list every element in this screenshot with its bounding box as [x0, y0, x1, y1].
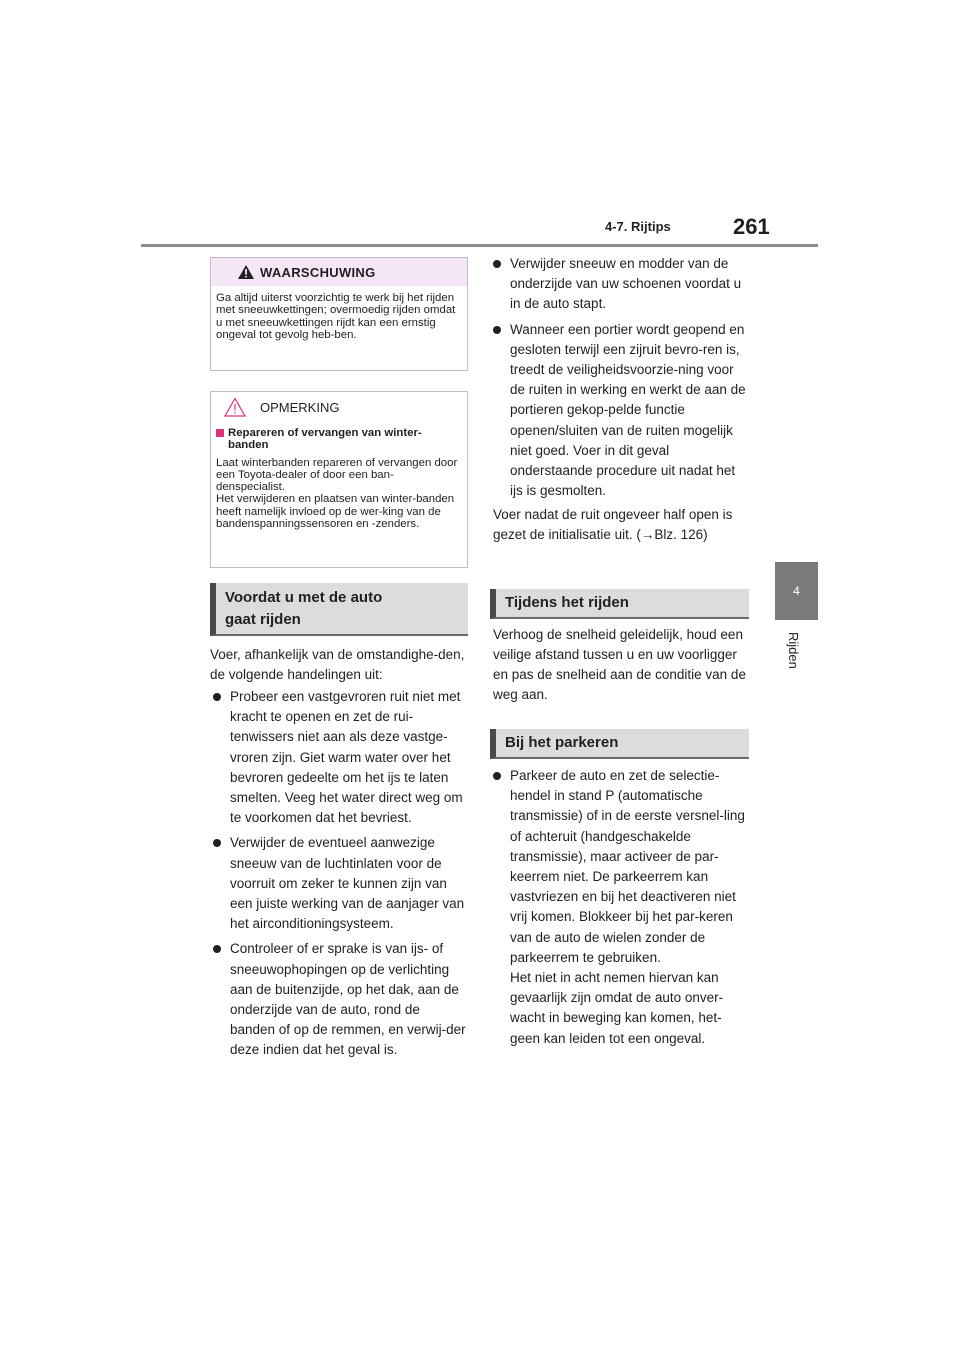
header-section: 4-7. Rijtips	[605, 219, 671, 234]
section-driving-title: Tijdens het rijden	[505, 594, 629, 611]
list-item: Controleer of er sprake is van ijs- of sneeuwophopingen op de verlichting aan de buitenzijde, op het dak, aan de onderzijde van de auto, rond de banden of op de remmen, en verwij-der deze indien dat het geval is.	[213, 939, 466, 1060]
square-bullet-icon	[216, 429, 224, 437]
note-line-2: Het verwijderen en plaatsen van winter-banden heeft namelijk invloed op de wer-king van de bandenspanningssensoren en -zenders.	[216, 493, 455, 531]
bullet-icon	[213, 945, 221, 953]
warning-title: WAARSCHUWING	[260, 265, 376, 280]
driving-text: Verhoog de snelheid geleidelijk, houd een veilige afstand tussen u en uw voorligger en pas de snelheid aan de conditie van de weg aan.	[493, 627, 746, 702]
parking-bullet-list	[493, 766, 749, 1049]
header-rule	[141, 244, 818, 247]
warning-text: Ga altijd uiterst voorzichtig te werk bij het rijden met sneeuwkettingen; overmoedig rijden omdat u met sneeuwkettingen rijdt kan een ernstig ongeval tot gevolg heb-ben.	[216, 292, 456, 341]
caution-triangle-icon	[224, 397, 246, 417]
section-parking-title: Bij het parkeren	[505, 734, 619, 751]
warning-triangle-icon	[237, 264, 255, 280]
left-intro: Voer, afhankelijk van de omstandighe-den, de volgende handelingen uit:	[210, 647, 465, 682]
note-box	[210, 391, 468, 568]
bullet-icon	[493, 326, 501, 334]
bullet-icon	[213, 839, 221, 847]
parking-extra: Het niet in acht nemen hiervan kan gevaarlijk zijn omdat de auto onver-wacht in beweging kan komen, het-geen kan leiden tot een ongeval.	[510, 970, 724, 1046]
bullet-icon	[493, 260, 501, 268]
list-item: Probeer een vastgevroren ruit niet met kracht te openen en zet de rui-tenwissers niet aan als deze vastge-vroren zijn. Giet warm water over het bevroren gedeelte om het ijs te laten smelten. Veeg het water direct weg om te voorkomen dat het bevriest.	[213, 687, 466, 828]
chapter-label: Rijden	[786, 632, 801, 669]
right-bullet-list	[493, 254, 749, 506]
list-item: Wanneer een portier wordt geopend en gesloten terwijl een zijruit bevro-ren is, treedt de veiligheidsvoorzie-ning voor de ruiten in werking en werkt de aan de portieren gekop-pelde functie openen/sluiten van de ruiten mogelijk niet goed. Voer in dit geval onderstaande procedure uit nadat het ijs is gesmolten.	[493, 320, 749, 502]
bullet-icon	[213, 693, 221, 701]
section-driving	[490, 589, 749, 619]
chapter-tab: 4	[775, 562, 818, 620]
warning-box	[210, 257, 468, 371]
list-item: Verwijder sneeuw en modder van de onderzijde van uw schoenen voordat u in de auto stapt.	[493, 254, 749, 315]
section-title-line-1: Voordat u met de auto	[225, 589, 383, 606]
note-line-1: Laat winterbanden repareren of vervangen door een Toyota-dealer of door een ban-denspecialist.	[216, 456, 458, 494]
section-before-driving	[210, 583, 468, 636]
section-parking	[490, 729, 749, 759]
warning-header	[211, 258, 467, 286]
bullet-icon	[493, 772, 501, 780]
right-para: Voer nadat de ruit ongeveer half open is gezet de initialisatie uit. (→Blz. 126)	[493, 507, 733, 542]
list-item: Parkeer de auto en zet de selectie-hendel in stand P (automatische transmissie) of in de eerste versnel-ling of achteruit (handgeschakelde transmissie), maar activeer de par-keerrem niet. De parkeerrem kan vastvriezen en bij het deactiveren niet vrij komen. Blokkeer bij het par-keren van de auto de wielen zonder de parkeerrem te gebruiken. Het niet in acht nemen hiervan kan gevaarlijk zijn omdat de auto onver-wacht in beweging kan komen, het-geen kan leiden tot een ongeval.	[493, 766, 749, 1049]
list-item: Verwijder de eventueel aanwezige sneeuw van de luchtinlaten voor de voorruit om zeker te kunnen zijn van een juiste werking van de aanjager van het airconditioningsysteem.	[213, 833, 466, 934]
note-title: OPMERKING	[260, 400, 340, 415]
note-subtitle: Repareren of vervangen van winter-banden	[211, 424, 467, 452]
note-header	[211, 392, 467, 424]
left-bullet-list	[213, 687, 466, 1066]
page-number: 261	[733, 214, 770, 239]
section-title-line-2: gaat rijden	[225, 611, 301, 628]
